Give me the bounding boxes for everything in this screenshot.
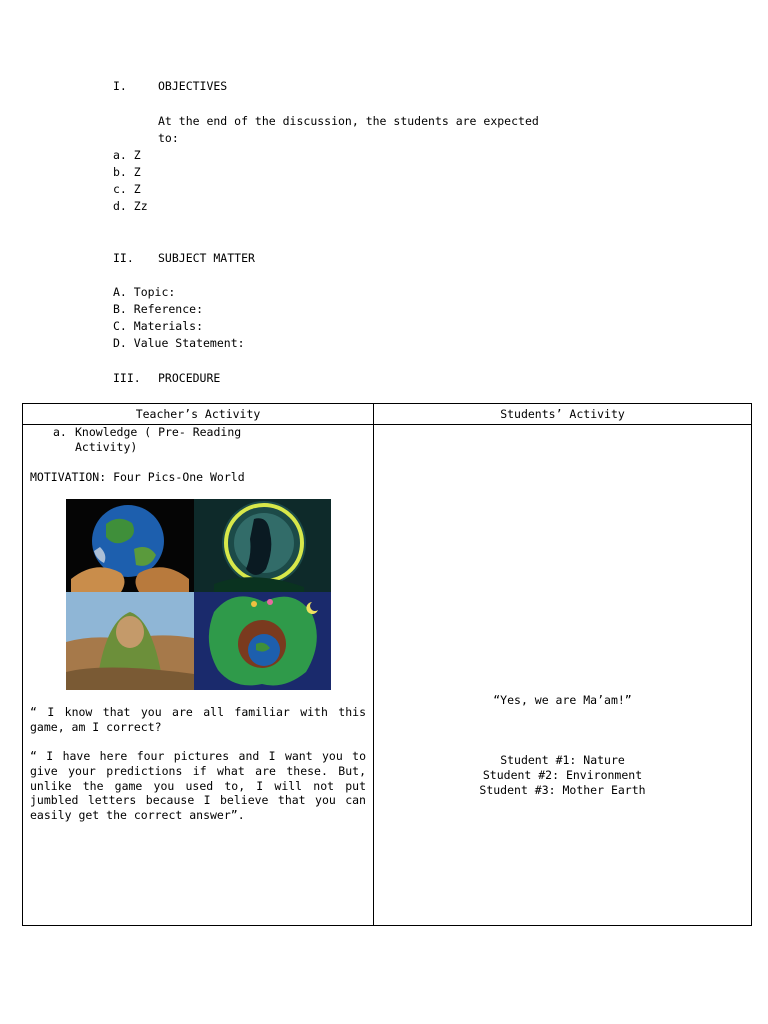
knowledge-line1: Knowledge ( Pre- Reading bbox=[75, 425, 242, 439]
objective-item-c: c. Z bbox=[113, 182, 141, 196]
objective-item-a: a. Z bbox=[113, 148, 141, 162]
objectives-number: I. bbox=[113, 79, 127, 93]
mother-earth-image bbox=[194, 592, 331, 690]
teacher-activity-cell bbox=[23, 425, 374, 926]
student-answer-2: Student #2: Environment bbox=[482, 768, 643, 782]
student-answer-3: Student #3: Mother Earth bbox=[479, 783, 646, 797]
subject-item-materials: C. Materials: bbox=[113, 319, 204, 333]
students-activity-cell bbox=[374, 425, 752, 926]
objectives-title: OBJECTIVES bbox=[158, 79, 228, 93]
teacher-quote-four-pictures: “ I have here four pictures and I want you to give your predictions if what are these. But, unlike the game you used to, I will not put jumbled letters because I believe that you can easily get the correct answer”. bbox=[30, 749, 366, 823]
procedure-number: III. bbox=[113, 371, 141, 385]
procedure-title: PROCEDURE bbox=[158, 371, 221, 385]
earth-in-hands-image bbox=[66, 499, 194, 592]
knowledge-marker: a. bbox=[53, 425, 67, 439]
students-reply: “Yes, we are Ma’am!” bbox=[493, 693, 632, 707]
objective-item-b: b. Z bbox=[113, 165, 141, 179]
objectives-intro-line1: At the end of the discussion, the students are expected bbox=[158, 114, 539, 128]
four-pics-collage bbox=[66, 499, 331, 690]
subject-matter-title: SUBJECT MATTER bbox=[158, 251, 255, 265]
student-answer-1: Student #1: Nature bbox=[500, 753, 625, 767]
subject-item-reference: B. Reference: bbox=[113, 302, 204, 316]
header-students-activity: Students’ Activity bbox=[374, 404, 752, 425]
teacher-quote-familiar: “ I know that you are all familiar with this game, am I correct? bbox=[30, 705, 366, 734]
objectives-intro-line2: to: bbox=[158, 131, 179, 145]
motivation-label: MOTIVATION: Four Pics-One World bbox=[30, 470, 245, 484]
subject-item-value-statement: D. Value Statement: bbox=[113, 336, 245, 350]
subject-matter-number: II. bbox=[113, 251, 134, 265]
subject-item-topic: A. Topic: bbox=[113, 285, 176, 299]
objective-item-d: d. Zz bbox=[113, 199, 148, 213]
mountain-face-image bbox=[66, 592, 194, 690]
knowledge-line2: Activity) bbox=[75, 440, 138, 454]
moon-goddess-image bbox=[194, 499, 331, 592]
header-teacher-activity: Teacher’s Activity bbox=[23, 404, 374, 425]
procedure-table bbox=[22, 403, 752, 926]
